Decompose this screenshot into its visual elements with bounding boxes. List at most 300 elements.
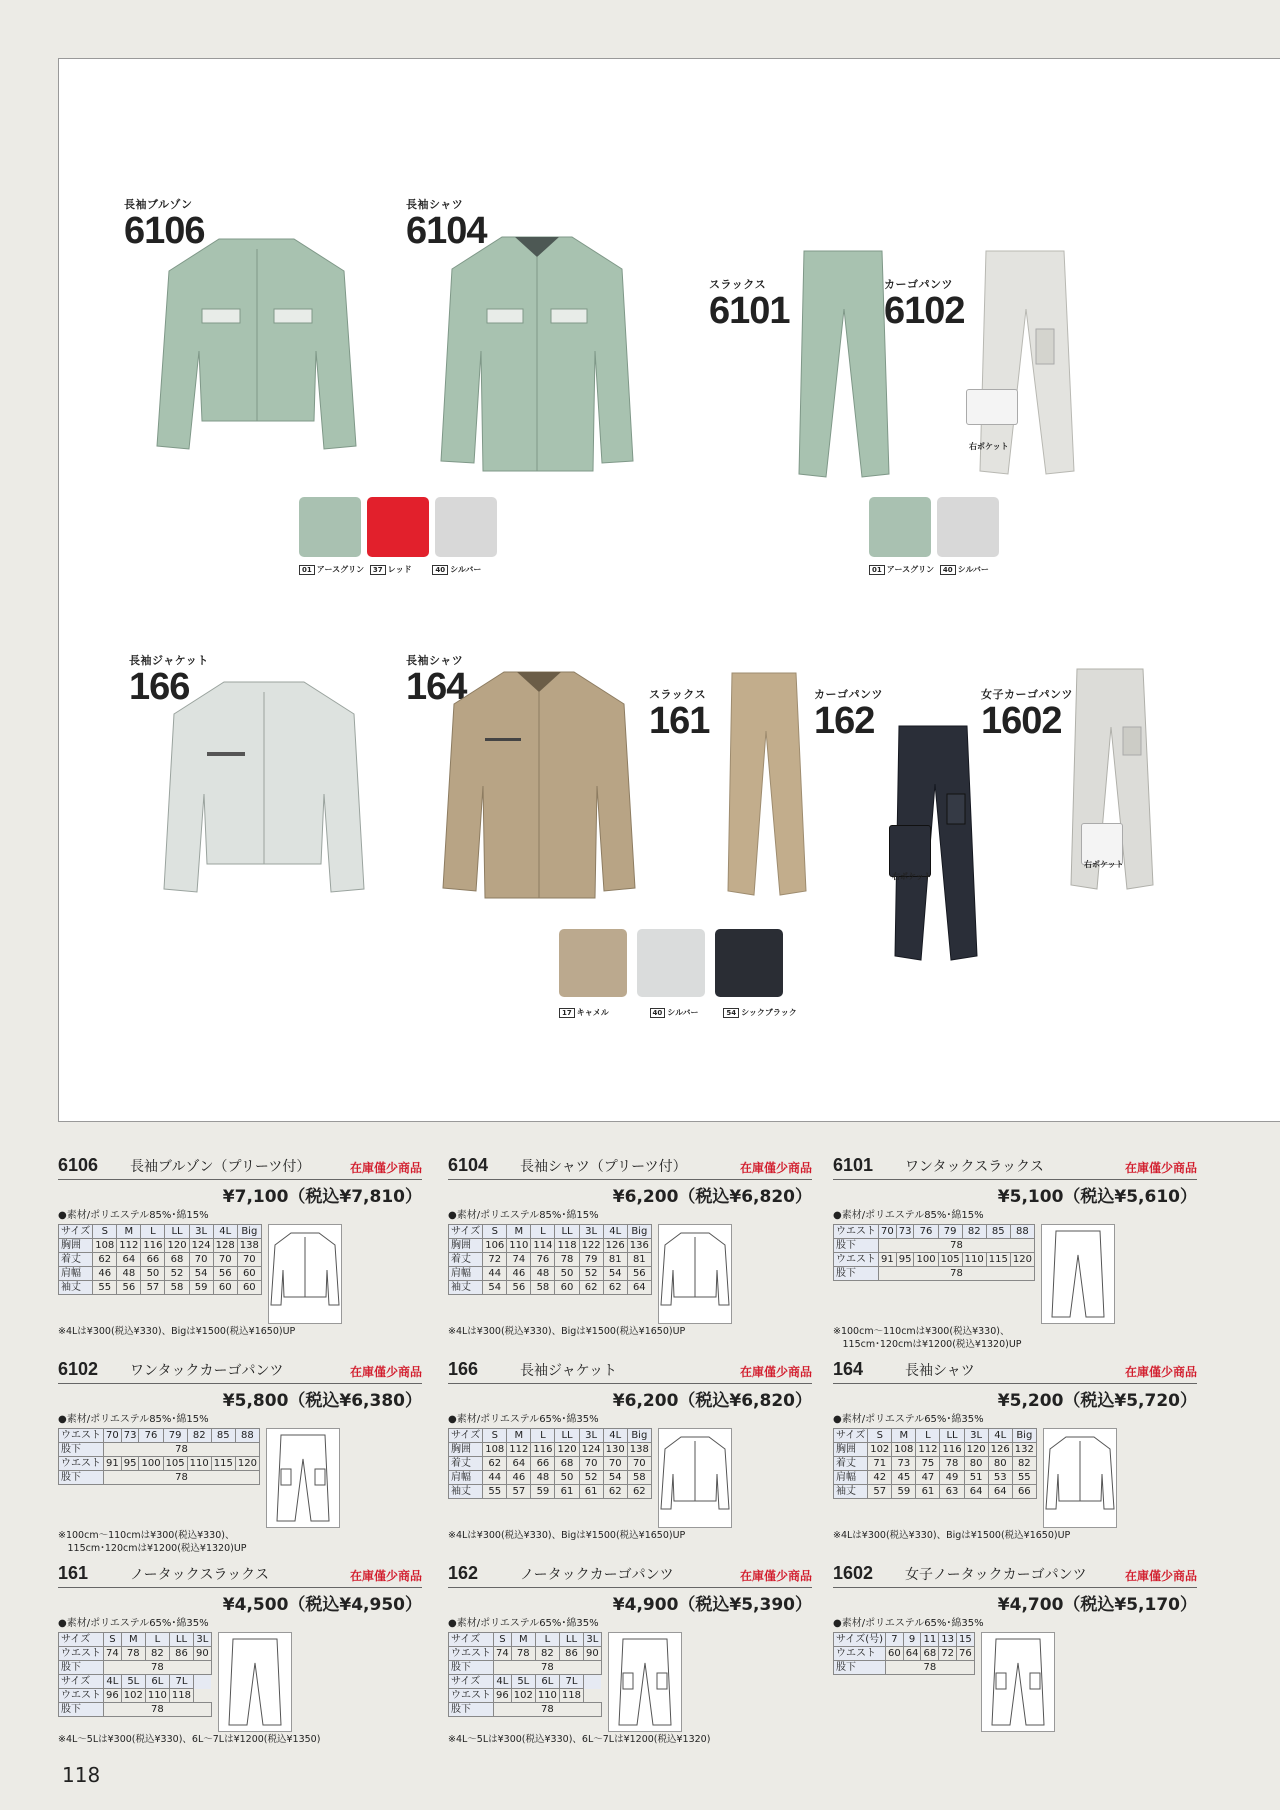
stock-badge: 在庫僅少商品	[1124, 1569, 1197, 1583]
cell: 105	[938, 1253, 962, 1267]
cell: 102	[511, 1689, 535, 1703]
table-row	[449, 1239, 652, 1253]
row-label: サイズ	[834, 1429, 868, 1443]
cell: 96	[104, 1689, 122, 1703]
table-row	[59, 1429, 260, 1443]
cell: 70	[603, 1457, 627, 1471]
spec-title: ノータックカーゴパンツ	[520, 1567, 674, 1583]
product-code: 6104	[406, 210, 487, 252]
cell: M	[892, 1429, 916, 1443]
cell: 78	[121, 1647, 145, 1661]
cell: 82	[145, 1647, 169, 1661]
row-label: ウエスト	[449, 1689, 494, 1703]
material: ●素材/ポリエステル65%･綿35%	[448, 1414, 599, 1425]
row-label: 肩幅	[449, 1471, 483, 1485]
row-label: ウエスト	[59, 1647, 104, 1661]
table-row	[59, 1225, 262, 1239]
row-label: ウエスト	[834, 1647, 886, 1661]
cell: 81	[603, 1253, 627, 1267]
cell: Big	[627, 1225, 651, 1239]
row-label: 股下	[834, 1661, 886, 1675]
cell: 70	[579, 1457, 603, 1471]
cell: 68	[921, 1647, 939, 1661]
price-note: ※4Lは¥300(税込¥330)、Bigは¥1500(税込¥1650)UP	[833, 1530, 1071, 1541]
table-row	[834, 1471, 1037, 1485]
cell: 50	[555, 1267, 579, 1281]
cell: 64	[964, 1485, 988, 1499]
cell: 59	[189, 1281, 213, 1295]
size-table	[58, 1632, 212, 1717]
table-row	[449, 1457, 652, 1471]
table-row	[834, 1457, 1037, 1471]
slacks-161-illustration	[724, 671, 809, 901]
cell: M	[507, 1225, 531, 1239]
price-note: ※4Lは¥300(税込¥330)、Bigは¥1500(税込¥1650)UP	[448, 1326, 686, 1337]
table-row	[834, 1633, 975, 1647]
row-label: 着丈	[59, 1253, 93, 1267]
price-note: ※100cm～110cmは¥300(税込¥330)、 115cm･120cmは¥1200(税込¥1320)UP	[58, 1530, 247, 1554]
table-row	[449, 1703, 602, 1717]
cell: LL	[165, 1225, 189, 1239]
row-label: 股下	[449, 1703, 494, 1717]
cell: 78	[940, 1457, 964, 1471]
cell: 49	[940, 1471, 964, 1485]
table-row	[834, 1253, 1035, 1267]
slacks-6101-illustration	[794, 249, 894, 484]
spec-header	[58, 1358, 422, 1384]
product-code: 6101	[709, 290, 790, 332]
cell: 78	[886, 1661, 975, 1675]
cell: 54	[603, 1267, 627, 1281]
product-name: カーゴパンツ	[814, 688, 883, 701]
cell: 60	[213, 1281, 237, 1295]
cell: 120	[1010, 1253, 1034, 1267]
line-drawing	[268, 1224, 342, 1324]
cell: 73	[892, 1457, 916, 1471]
line-drawing	[266, 1428, 340, 1528]
cell: 78	[879, 1239, 1035, 1253]
cell: 73	[896, 1225, 914, 1239]
size-table	[833, 1632, 975, 1675]
cell: 68	[555, 1457, 579, 1471]
row-label: 肩幅	[449, 1267, 483, 1281]
product-name: 長袖ジャケット	[129, 654, 209, 667]
cell: 48	[531, 1267, 555, 1281]
pocket-label: 右ポケット	[969, 442, 1009, 451]
cell: 108	[892, 1443, 916, 1457]
product-label	[981, 689, 1073, 740]
stock-badge: 在庫僅少商品	[349, 1365, 422, 1379]
cell: 4L	[213, 1225, 237, 1239]
row-label: 袖丈	[449, 1281, 483, 1295]
product-code: 6106	[124, 210, 205, 252]
cell: 110	[962, 1253, 986, 1267]
swatch	[637, 929, 705, 997]
table-row	[59, 1253, 262, 1267]
cell: 58	[531, 1281, 555, 1295]
cell: M	[117, 1225, 141, 1239]
cell: 95	[121, 1457, 139, 1471]
cell: 4L	[988, 1429, 1012, 1443]
cell: 47	[916, 1471, 940, 1485]
product-label	[884, 279, 965, 330]
cell: 71	[868, 1457, 892, 1471]
table-row	[59, 1443, 260, 1457]
cell: LL	[169, 1633, 193, 1647]
spec-header	[58, 1154, 422, 1180]
line-drawing	[1041, 1224, 1115, 1324]
cell: L	[145, 1633, 169, 1647]
cell: 91	[104, 1457, 122, 1471]
cell: 66	[1012, 1485, 1036, 1499]
row-label: 着丈	[449, 1457, 483, 1471]
cell: 110	[535, 1689, 559, 1703]
cell: 56	[507, 1281, 531, 1295]
stock-badge: 在庫僅少商品	[1124, 1161, 1197, 1175]
spec-code: 166	[448, 1359, 479, 1379]
row-label: 股下	[59, 1471, 104, 1485]
stock-badge: 在庫僅少商品	[739, 1161, 812, 1175]
size-table	[58, 1428, 260, 1485]
row-label: 胸囲	[449, 1239, 483, 1253]
material: ●素材/ポリエステル85%･綿15%	[58, 1210, 209, 1221]
cell: 108	[93, 1239, 117, 1253]
cell: 3L	[194, 1633, 212, 1647]
cell: 115	[211, 1457, 235, 1471]
line-drawing	[218, 1632, 292, 1732]
spec-code: 6101	[833, 1155, 874, 1175]
size-table	[448, 1632, 602, 1717]
table-row	[449, 1281, 652, 1295]
spec-title: 長袖ブルゾン（プリーツ付）	[130, 1159, 311, 1175]
cell: 78	[104, 1661, 212, 1675]
spec-block	[833, 1562, 1197, 1734]
cell: LL	[559, 1633, 583, 1647]
cell: Big	[1012, 1429, 1036, 1443]
cell: 57	[141, 1281, 165, 1295]
row-label: 肩幅	[834, 1471, 868, 1485]
cell: 74	[494, 1647, 512, 1661]
cell: 85	[986, 1225, 1010, 1239]
cell: 102	[868, 1443, 892, 1457]
cell: 80	[964, 1457, 988, 1471]
cell: 79	[938, 1225, 962, 1239]
price-note: ※4Lは¥300(税込¥330)、Bigは¥1500(税込¥1650)UP	[448, 1530, 686, 1541]
pocket-inset	[889, 825, 931, 877]
cell: 53	[988, 1471, 1012, 1485]
spec-title: 女子ノータックカーゴパンツ	[905, 1567, 1087, 1583]
table-row	[59, 1281, 262, 1295]
shirt-164-illustration	[439, 666, 639, 906]
cell: 55	[93, 1281, 117, 1295]
pocket-inset	[966, 389, 1018, 425]
cell: 76	[531, 1253, 555, 1267]
cell: 7L	[169, 1675, 193, 1689]
cell: 78	[494, 1703, 602, 1717]
cell: 7L	[559, 1675, 583, 1689]
spec-block	[448, 1358, 812, 1543]
cell: 90	[584, 1647, 602, 1661]
cell: 56	[117, 1281, 141, 1295]
cell: 64	[903, 1647, 921, 1661]
row-label: 股下	[59, 1703, 104, 1717]
cell: 62	[579, 1281, 603, 1295]
row-label: サイズ	[59, 1633, 104, 1647]
table-row	[834, 1443, 1037, 1457]
cell: 126	[603, 1239, 627, 1253]
cell: 96	[494, 1689, 512, 1703]
spec-block	[58, 1562, 422, 1747]
jacket-line-drawing-icon	[269, 1225, 341, 1323]
cell: 120	[165, 1239, 189, 1253]
cell: 78	[555, 1253, 579, 1267]
table-row	[449, 1429, 652, 1443]
cell: 5L	[511, 1675, 535, 1689]
cell: 66	[531, 1457, 555, 1471]
cell: 6L	[535, 1675, 559, 1689]
spec-header	[833, 1154, 1197, 1180]
row-label: サイズ	[449, 1633, 494, 1647]
table-row	[59, 1267, 262, 1281]
table-row	[834, 1239, 1035, 1253]
swatch	[937, 497, 999, 557]
row-label: 着丈	[449, 1253, 483, 1267]
table-row	[449, 1689, 602, 1703]
cell: 74	[507, 1253, 531, 1267]
pocket-label: 右ポケット	[892, 872, 932, 881]
stock-badge: 在庫僅少商品	[349, 1161, 422, 1175]
row-label: 股下	[834, 1267, 879, 1281]
product-code: 166	[129, 666, 190, 708]
jacket-line-drawing-icon	[659, 1429, 731, 1527]
cell: 78	[104, 1471, 260, 1485]
row-label: サイズ(号)	[834, 1633, 886, 1647]
spec-header	[448, 1562, 812, 1588]
table-row	[449, 1225, 652, 1239]
price-note: ※4L～5Lは¥300(税込¥330)、6L～7Lは¥1200(税込¥1320)	[448, 1734, 711, 1745]
spec-code: 6104	[448, 1155, 489, 1175]
price: ¥6,200（税込¥6,820）	[612, 1187, 812, 1207]
cell: 118	[555, 1239, 579, 1253]
material: ●素材/ポリエステル65%･綿35%	[833, 1414, 984, 1425]
material: ●素材/ポリエステル85%･綿15%	[448, 1210, 599, 1221]
spec-title: ワンタックスラックス	[905, 1159, 1044, 1175]
cell: S	[494, 1633, 512, 1647]
cell: 64	[988, 1485, 1012, 1499]
cell: 81	[627, 1253, 651, 1267]
cell: 72	[939, 1647, 957, 1661]
cell: 48	[117, 1267, 141, 1281]
cell: LL	[555, 1429, 579, 1443]
cell: 78	[511, 1647, 535, 1661]
cell: 60	[237, 1267, 261, 1281]
cell: 13	[939, 1633, 957, 1647]
cell: 82	[962, 1225, 986, 1239]
cell: 54	[483, 1281, 507, 1295]
cell: 62	[483, 1457, 507, 1471]
swatch	[367, 497, 429, 557]
cell: 122	[579, 1239, 603, 1253]
spec-title: ワンタックカーゴパンツ	[130, 1363, 284, 1379]
size-table	[448, 1224, 652, 1295]
cell: 70	[104, 1429, 122, 1443]
table-row	[59, 1647, 212, 1661]
material: ●素材/ポリエステル65%･綿35%	[833, 1618, 984, 1629]
product-code: 164	[406, 666, 467, 708]
cell: 74	[104, 1647, 122, 1661]
cell: 3L	[964, 1429, 988, 1443]
cell: 120	[555, 1443, 579, 1457]
cell: 108	[483, 1443, 507, 1457]
row-label: ウエスト	[834, 1253, 879, 1267]
cell: 110	[145, 1689, 169, 1703]
row-label: ウエスト	[834, 1225, 879, 1239]
swatch	[435, 497, 497, 557]
cell: 59	[892, 1485, 916, 1499]
cell: 138	[627, 1443, 651, 1457]
table-row	[449, 1253, 652, 1267]
cell: 79	[579, 1253, 603, 1267]
row-label: サイズ	[449, 1675, 494, 1689]
material: ●素材/ポリエステル65%･綿35%	[448, 1618, 599, 1629]
cell: 55	[1012, 1471, 1036, 1485]
row-label: ウエスト	[449, 1647, 494, 1661]
spec-title: 長袖シャツ	[905, 1363, 975, 1379]
cell: 126	[988, 1443, 1012, 1457]
row-label: 着丈	[834, 1457, 868, 1471]
price: ¥5,800（税込¥6,380）	[222, 1391, 422, 1411]
table-row	[449, 1267, 652, 1281]
cell: 7	[886, 1633, 904, 1647]
swatch	[869, 497, 931, 557]
cell: 44	[483, 1471, 507, 1485]
price: ¥7,100（税込¥7,810）	[222, 1187, 422, 1207]
cell: 52	[165, 1267, 189, 1281]
row-label: ウエスト	[59, 1457, 104, 1471]
cell: 64	[627, 1281, 651, 1295]
cell: 61	[555, 1485, 579, 1499]
cell: S	[483, 1225, 507, 1239]
cell: 60	[555, 1281, 579, 1295]
cell: 82	[1012, 1457, 1036, 1471]
line-drawing	[658, 1428, 732, 1528]
row-label: サイズ	[449, 1225, 483, 1239]
pocket-label: 右ポケット	[1084, 860, 1124, 869]
cell: 78	[104, 1703, 212, 1717]
spec-code: 1602	[833, 1563, 874, 1583]
spec-block	[58, 1358, 422, 1556]
swatch-labels: 01 アースグリン 40 シルバー	[869, 564, 989, 575]
cell: L	[531, 1225, 555, 1239]
cell: 15	[956, 1633, 974, 1647]
cell: 88	[1010, 1225, 1034, 1239]
cell: 63	[940, 1485, 964, 1499]
table-row	[59, 1633, 212, 1647]
cell: 56	[627, 1267, 651, 1281]
cell: 56	[213, 1267, 237, 1281]
table-row	[59, 1457, 260, 1471]
row-label: 股下	[449, 1661, 494, 1675]
cell: M	[511, 1633, 535, 1647]
table-row	[59, 1703, 212, 1717]
cell: 82	[187, 1429, 211, 1443]
cell: 110	[187, 1457, 211, 1471]
cell: 44	[483, 1267, 507, 1281]
table-row	[59, 1239, 262, 1253]
material: ●素材/ポリエステル85%･綿15%	[833, 1210, 984, 1221]
jacket-line-drawing-icon	[659, 1225, 731, 1323]
cell: S	[93, 1225, 117, 1239]
page-number: 118	[62, 1763, 101, 1787]
swatch	[715, 929, 783, 997]
spec-code: 161	[58, 1563, 89, 1583]
cell: 70	[627, 1457, 651, 1471]
table-row	[449, 1675, 602, 1689]
spec-block	[833, 1358, 1197, 1543]
cell: 73	[121, 1429, 139, 1443]
spec-block	[833, 1154, 1197, 1352]
cell: 78	[879, 1267, 1035, 1281]
cell: 3L	[189, 1225, 213, 1239]
table-row	[449, 1443, 652, 1457]
spec-block	[58, 1154, 422, 1339]
cell: 76	[139, 1429, 163, 1443]
cell: 52	[579, 1267, 603, 1281]
cell: 138	[237, 1239, 261, 1253]
cell: Big	[627, 1429, 651, 1443]
swatch-labels: 17 キャメル 40 シルバー 54 シックブラック	[559, 1007, 797, 1018]
spec-header	[833, 1562, 1197, 1588]
cell: 46	[93, 1267, 117, 1281]
table-row	[449, 1647, 602, 1661]
cell: 57	[507, 1485, 531, 1499]
table-row	[449, 1661, 602, 1675]
row-label: サイズ	[59, 1225, 93, 1239]
cell: 76	[956, 1647, 974, 1661]
table-row	[834, 1647, 975, 1661]
cell: 45	[892, 1471, 916, 1485]
table-row	[834, 1661, 975, 1675]
row-label: 袖丈	[834, 1485, 868, 1499]
stock-badge: 在庫僅少商品	[1124, 1365, 1197, 1379]
cell: 124	[579, 1443, 603, 1457]
cell: 55	[483, 1485, 507, 1499]
cell: 70	[879, 1225, 897, 1239]
cell: 78	[104, 1443, 260, 1457]
size-table	[833, 1428, 1037, 1499]
table-row	[834, 1429, 1037, 1443]
cell: 5L	[121, 1675, 145, 1689]
cell: 136	[627, 1239, 651, 1253]
line-drawing	[1043, 1428, 1117, 1528]
price-note: ※100cm～110cmは¥300(税込¥330)、 115cm･120cmは¥1200(税込¥1320)UP	[833, 1326, 1022, 1350]
cell: 54	[603, 1471, 627, 1485]
material: ●素材/ポリエステル85%･綿15%	[58, 1414, 209, 1425]
cell: 105	[163, 1457, 187, 1471]
size-table	[833, 1224, 1035, 1281]
cell: 64	[117, 1253, 141, 1267]
cell: 118	[559, 1689, 583, 1703]
cell: Big	[237, 1225, 261, 1239]
cell: 11	[921, 1633, 939, 1647]
price: ¥5,100（税込¥5,610）	[997, 1187, 1197, 1207]
cell: 132	[1012, 1443, 1036, 1457]
row-label: 股下	[59, 1443, 104, 1457]
spec-block	[448, 1562, 812, 1747]
table-row	[59, 1689, 212, 1703]
cell: 78	[494, 1661, 602, 1675]
cell: 116	[531, 1443, 555, 1457]
